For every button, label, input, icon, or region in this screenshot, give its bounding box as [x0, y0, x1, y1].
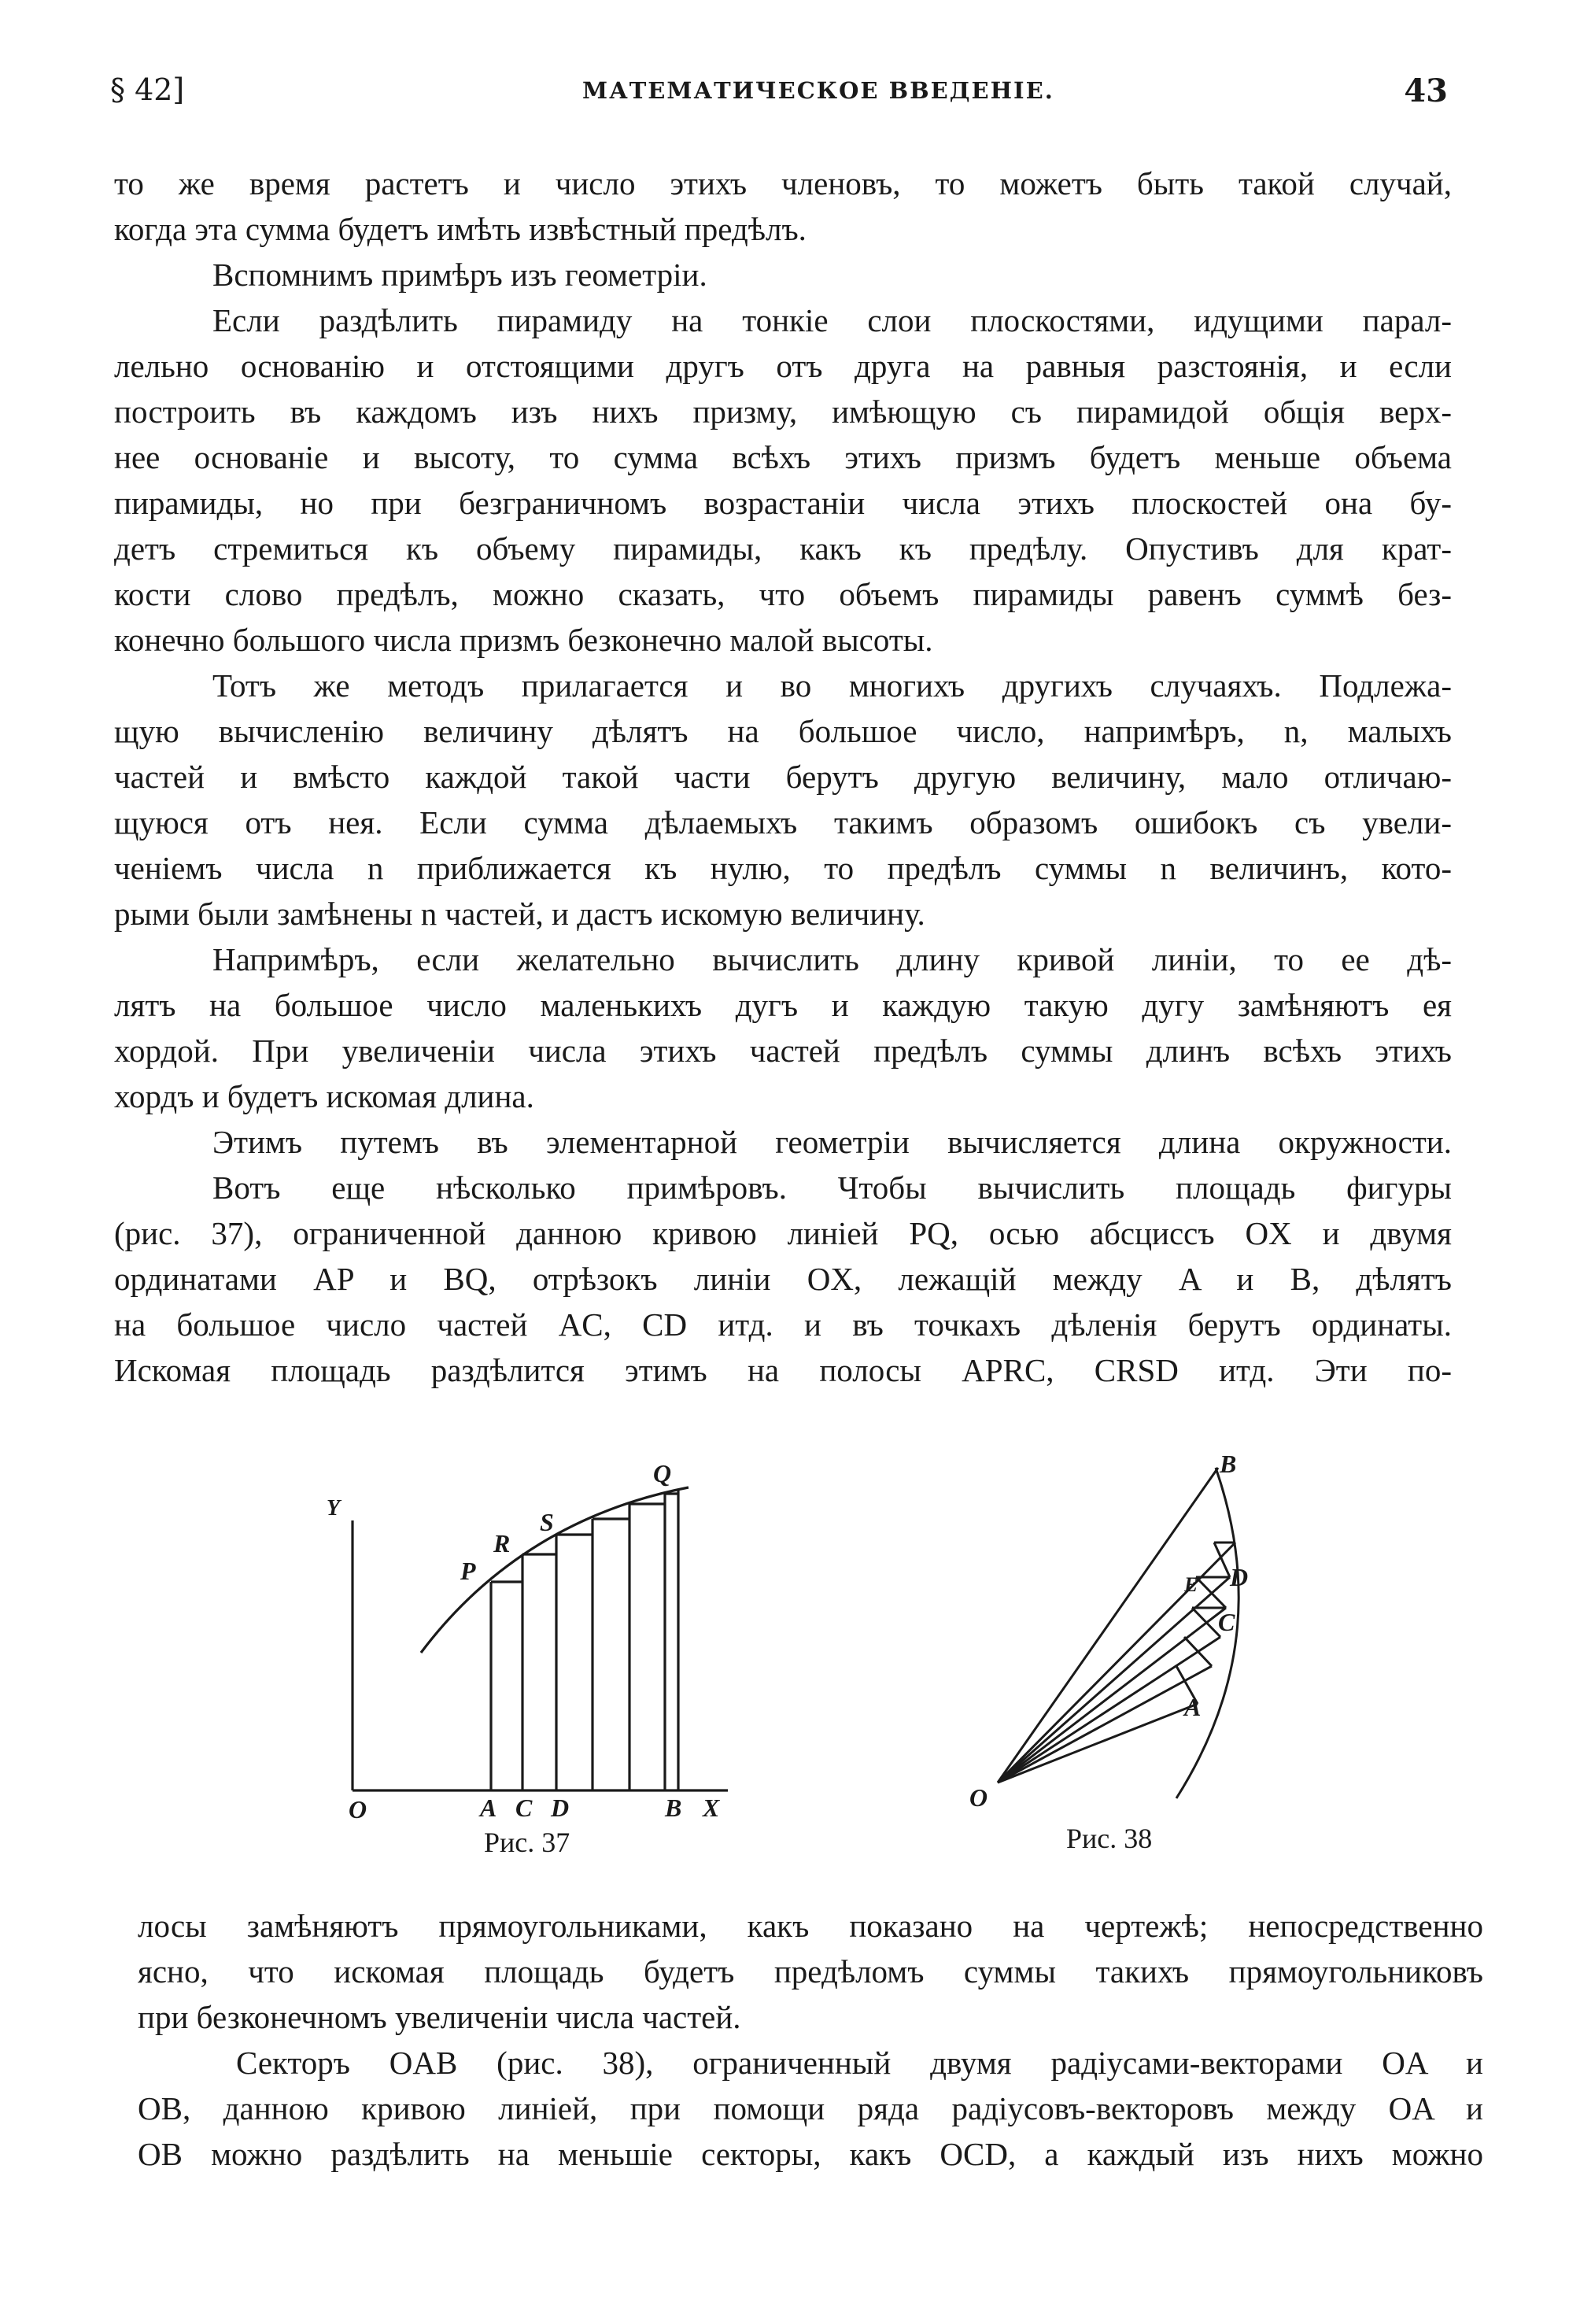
text-line: (рис. 37), ограниченной данною кривою линіей PQ, осью абсциссъ OX и двумя	[114, 1215, 1452, 1251]
running-title: МАТЕМАТИЧЕСКОЕ ВВЕДЕНІЕ.	[582, 77, 1054, 104]
label-b-37: B	[665, 1794, 682, 1822]
chord-7	[1184, 1637, 1212, 1666]
text-line: на большое число частей AC, CD итд. и въ точкахъ дѣленія берутъ ординаты.	[114, 1306, 1452, 1343]
running-header	[110, 72, 1448, 120]
text-line: щуюся отъ нея. Если сумма дѣлаемыхъ такимъ образомъ ошибокъ съ увели-	[114, 804, 1452, 841]
figures-svg	[0, 1444, 1580, 1885]
label-b-38: B	[1220, 1450, 1237, 1478]
text-line: ясно, что искомая площадь будетъ предѣломъ суммы такихъ прямоугольниковъ	[138, 1953, 1483, 1990]
chord-6	[1192, 1608, 1220, 1637]
label-c-38: C	[1218, 1608, 1235, 1636]
text-line: OB можно раздѣлить на меньшіе секторы, какъ OCD, а каждый изъ нихъ можно	[138, 2136, 1483, 2172]
label-s: S	[540, 1508, 554, 1536]
body-text-top	[114, 161, 1452, 1393]
label-a-38: A	[1184, 1693, 1202, 1721]
chord-2	[1214, 1543, 1230, 1577]
text-line: Вотъ еще нѣсколько примѣровъ. Чтобы вычислить площадь фигуры	[212, 1169, 1452, 1206]
text-line: хордой. При увеличеніи числа этихъ частей предѣлъ суммы длинъ всѣхъ этихъ	[114, 1033, 1452, 1069]
text-line: когда эта сумма будетъ имѣть извѣстный предѣлъ.	[114, 211, 807, 247]
label-e-38: E	[1184, 1573, 1198, 1596]
text-line: лятъ на большое число маленькихъ дугъ и каждую такую дугу замѣняютъ ея	[114, 987, 1452, 1023]
label-c-37: C	[515, 1794, 533, 1822]
label-r: R	[493, 1529, 511, 1557]
label-o-38: O	[969, 1783, 988, 1812]
text-line: кости слово предѣлъ, можно сказать, что объемъ пирамиды равенъ суммѣ без-	[114, 576, 1452, 612]
text-line: детъ стремиться къ объему пирамиды, какъ къ предѣлу. Опустивъ для крат-	[114, 530, 1452, 567]
text-line: Тотъ же методъ прилагается и во многихъ другихъ случаяхъ. Подлежа-	[212, 667, 1452, 704]
text-line: ординатами AP и BQ, отрѣзокъ линіи OX, лежащій между A и B, дѣлятъ	[114, 1261, 1452, 1297]
figures-row	[0, 1444, 1580, 1885]
text-line: хордъ и будетъ искомая длина.	[114, 1078, 534, 1114]
text-line: лельно основанію и отстоящими другъ отъ друга на равныя разстоянія, и если	[114, 348, 1452, 384]
caption-figure-38: Рис. 38	[1066, 1823, 1153, 1854]
text-line: конечно большого числа призмъ безконечно малой высоты.	[114, 622, 933, 658]
text-line: ченіемъ числа n приближается къ нулю, то предѣлъ суммы n величинъ, кото-	[114, 850, 1452, 886]
text-line: Искомая площадь раздѣлится этимъ на полосы APRC, CRSD итд. Эти по-	[114, 1352, 1452, 1388]
radius-ob	[998, 1468, 1218, 1783]
label-a-37: A	[480, 1794, 497, 1822]
text-line: построить въ каждомъ изъ нихъ призму, имѣющую съ пирамидой общія верх-	[114, 393, 1452, 430]
radius-oa	[998, 1704, 1198, 1783]
label-q: Q	[653, 1459, 672, 1487]
label-p: P	[460, 1557, 476, 1585]
text-line: нее основаніе и высоту, то сумма всѣхъ этихъ призмъ будетъ меньше объема	[114, 439, 1452, 475]
text-line: при безконечномъ увеличеніи числа частей.	[138, 1999, 741, 2035]
section-number: § 42]	[110, 72, 185, 107]
label-y: Y	[327, 1496, 341, 1520]
text-line: Если раздѣлить пирамиду на тонкіе слои плоскостями, идущими парал-	[212, 302, 1452, 338]
page-number: 43	[1404, 72, 1448, 109]
radius-1	[998, 1543, 1235, 1783]
text-line: щую вычисленію величину дѣлятъ на большое число, напримѣръ, n, малыхъ	[114, 713, 1452, 749]
text-line: Вспомнимъ примѣръ изъ геометріи.	[212, 257, 707, 293]
text-line: Секторъ OAB (рис. 38), ограниченный двумя радіусами-векторами OA и	[236, 2045, 1483, 2081]
label-o-37: O	[349, 1795, 367, 1823]
text-line: лосы замѣняютъ прямоугольниками, какъ показано на чертежѣ; непосредственно	[138, 1908, 1483, 1944]
text-line: Напримѣръ, если желательно вычислить длину кривой линіи, то ее дѣ-	[212, 941, 1452, 977]
label-d-38: D	[1230, 1563, 1249, 1591]
label-x: X	[703, 1794, 720, 1822]
text-line: то же время растетъ и число этихъ членовъ, то можетъ быть такой случай,	[114, 165, 1452, 201]
text-line: рыми были замѣнены n частей, и дастъ искомую величину.	[114, 896, 925, 932]
radius-5	[998, 1666, 1212, 1783]
text-line: Этимъ путемъ въ элементарной геометріи вычисляется длина окружности.	[212, 1124, 1452, 1160]
caption-figure-37: Рис. 37	[484, 1827, 570, 1858]
text-line: частей и вмѣсто каждой такой части берутъ другую величину, мало отличаю-	[114, 759, 1452, 795]
text-line: пирамиды, но при безграничномъ возрастаніи числа этихъ плоскостей она бу-	[114, 485, 1452, 521]
text-line: OB, данною кривою линіей, при помощи ряда радіусовъ-векторовъ между OA и	[138, 2090, 1483, 2126]
figure-38-labels	[969, 1450, 1248, 1812]
body-text-bottom	[138, 1903, 1483, 2177]
figure-38	[998, 1468, 1239, 1798]
label-d-37: D	[551, 1794, 570, 1822]
